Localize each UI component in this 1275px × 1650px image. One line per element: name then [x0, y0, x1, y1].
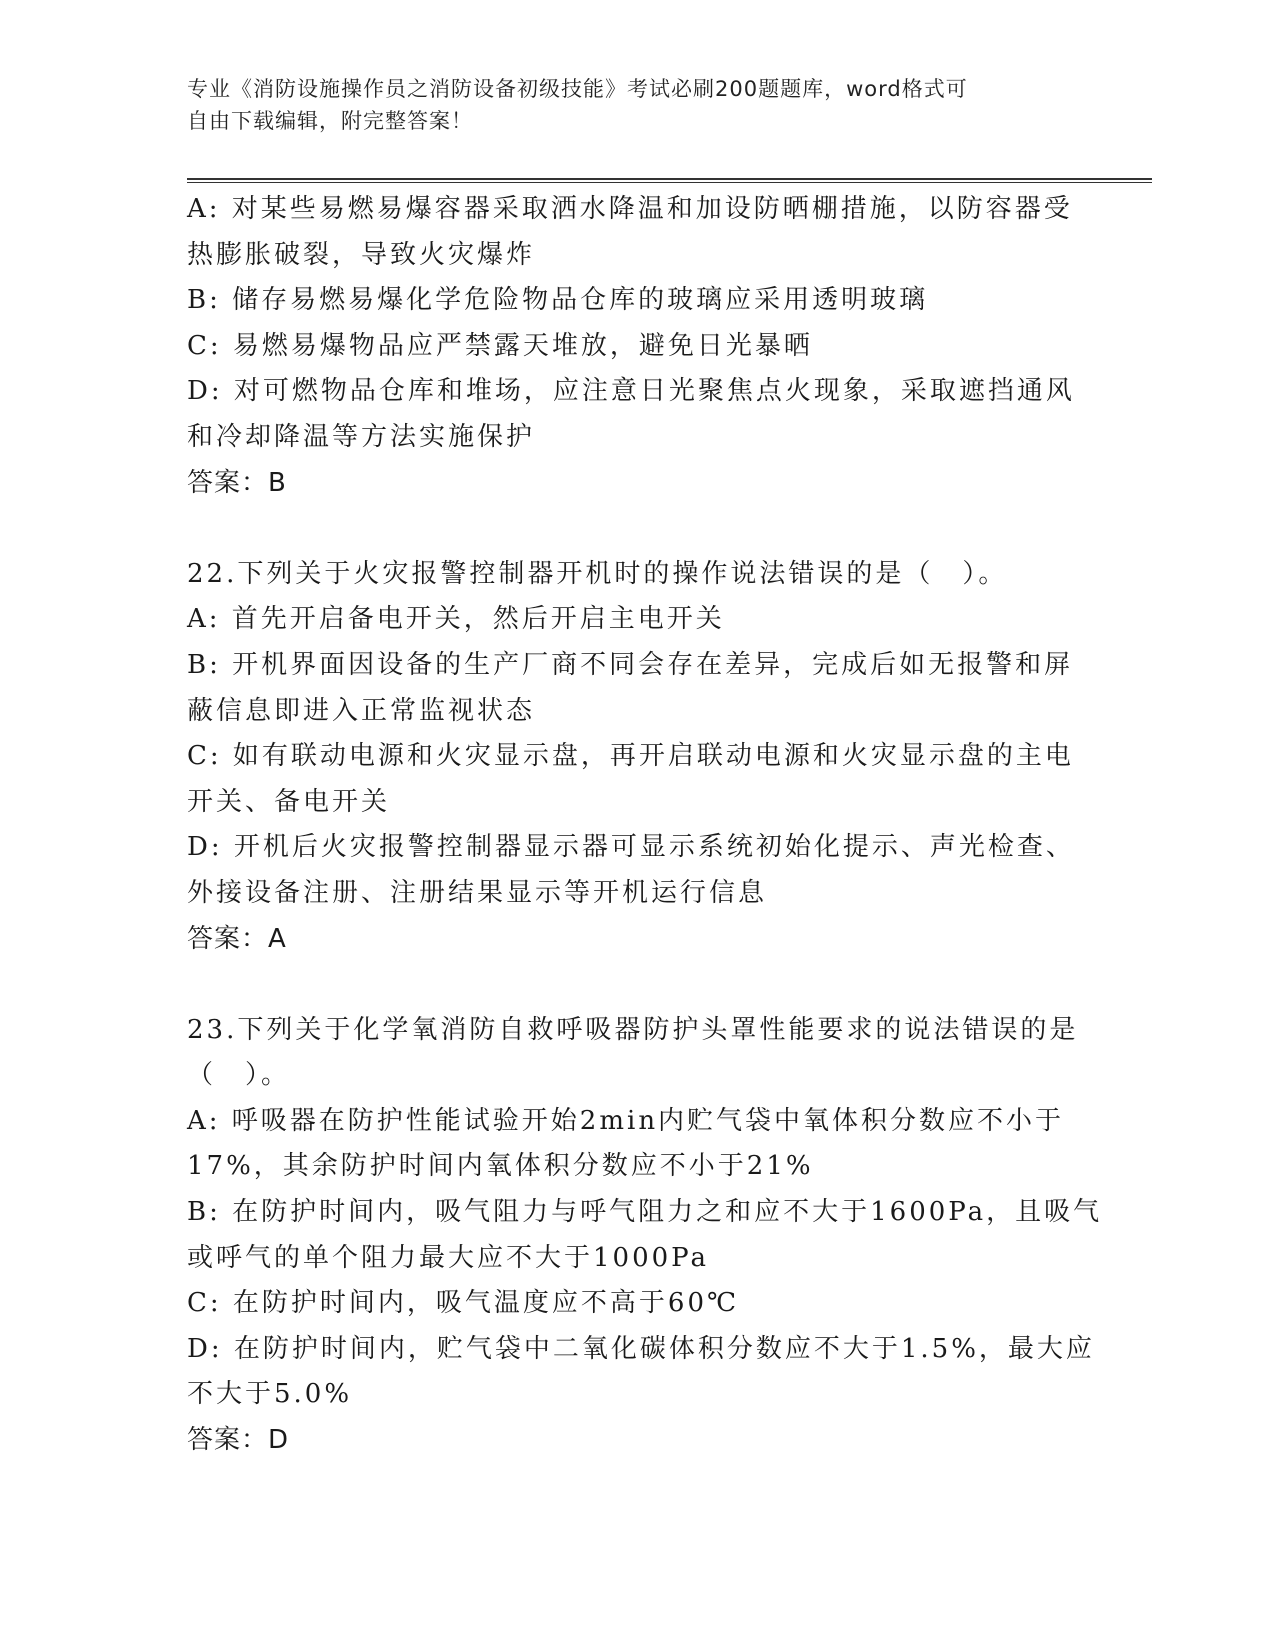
option-b: B: 在防护时间内，吸气阻力与呼气阻力之和应不大于1600Pa，且吸气: [187, 1197, 1103, 1228]
header-divider: [187, 178, 1152, 183]
option-a-continued: 17%，其余防护时间内氧体积分数应不小于21%: [187, 1151, 814, 1182]
question-stem-continued: （ ）。: [187, 1060, 291, 1091]
option-a-continued: 热膨胀破裂，导致火灾爆炸: [187, 239, 536, 270]
option-a: A: 对某些易燃易爆容器采取洒水降温和加设防晒棚措施，以防容器受: [187, 194, 1073, 224]
option-d-continued: 不大于5.0%: [187, 1379, 353, 1410]
option-d-continued: 外接设备注册、注册结果显示等开机运行信息: [187, 877, 768, 908]
option-d: D: 对可燃物品仓库和堆场，应注意日光聚焦点火现象，采取遮挡通风: [187, 376, 1075, 407]
option-d-continued: 和冷却降温等方法实施保护: [187, 421, 536, 452]
option-b: B: 开机界面因设备的生产厂商不同会存在差异，完成后如无报警和屏: [187, 649, 1074, 680]
header-title-line-1: 专业《消防设施操作员之消防设备初级技能》考试必刷200题题库，word格式可: [187, 77, 968, 101]
spacer: [187, 962, 1087, 1008]
option-b: B: 储存易燃易爆化学危险物品仓库的玻璃应采用透明玻璃: [187, 285, 929, 316]
question-stem: 22.下列关于火灾报警控制器开机时的操作说法错误的是（ ）。: [187, 558, 1008, 589]
question-stem: 23.下列关于化学氧消防自救呼吸器防护头罩性能要求的说法错误的是: [187, 1014, 1079, 1045]
option-c: C: 如有联动电源和火灾显示盘，再开启联动电源和火灾显示盘的主电: [187, 741, 1074, 772]
option-c: C: 在防护时间内，吸气温度应不高于60℃: [187, 1288, 740, 1319]
option-c: C: 易燃易爆物品应严禁露天堆放，避免日光暴晒: [187, 330, 813, 361]
header-title-line-2: 自由下载编辑，附完整答案！: [187, 109, 473, 133]
option-c-continued: 开关、备电开关: [187, 786, 391, 817]
option-d: D: 开机后火灾报警控制器显示器可显示系统初始化提示、声光检查、: [187, 832, 1075, 863]
question-list: [187, 187, 1103, 1464]
answer: 答案：A: [187, 923, 287, 954]
question-23: [187, 1008, 1103, 1464]
option-a: A: 首先开启备电开关，然后开启主电开关: [187, 604, 725, 635]
spacer: [187, 506, 1087, 552]
question-22: [187, 552, 1087, 962]
option-d: D: 在防护时间内，贮气袋中二氧化碳体积分数应不大于1.5%，最大应: [187, 1333, 1095, 1364]
document-header: [187, 73, 1067, 137]
answer: 答案：D: [187, 1425, 290, 1456]
question-21: [187, 187, 1087, 506]
option-a: A: 呼吸器在防护性能试验开始2min内贮气袋中氧体积分数应不小于: [187, 1105, 1065, 1136]
option-b-continued: 蔽信息即进入正常监视状态: [187, 695, 536, 726]
option-b-continued: 或呼气的单个阻力最大应不大于1000Pa: [187, 1242, 709, 1273]
answer: 答案：B: [187, 467, 287, 498]
